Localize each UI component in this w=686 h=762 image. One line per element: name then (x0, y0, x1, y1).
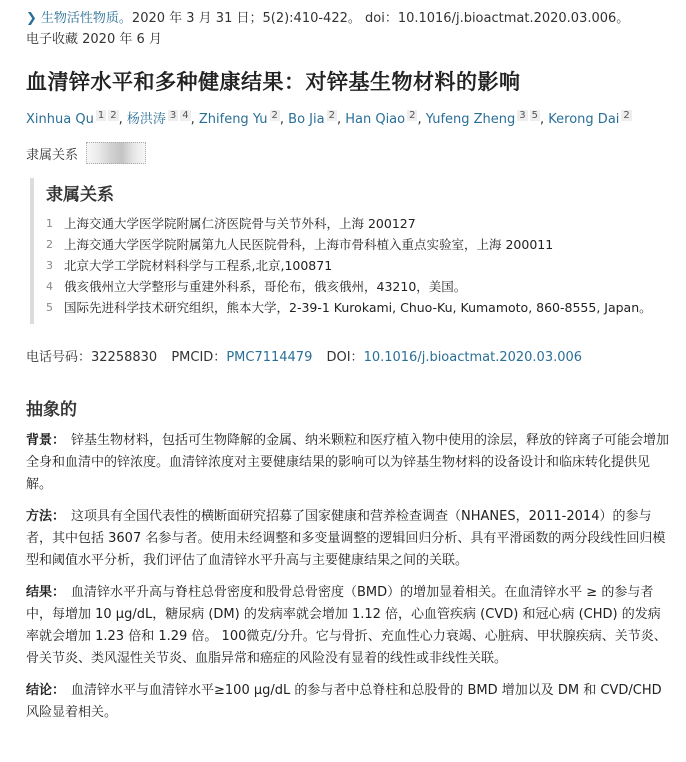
affiliation-number: 5 (46, 301, 53, 314)
citation-details: 2020 年 3 月 31 日；5(2):410-422。 doi：10.1016/j.bioactmat.2020.03.006。 (131, 11, 630, 26)
affiliation-item (46, 297, 670, 318)
aff-ref[interactable]: 2 (623, 110, 630, 121)
aff-ref[interactable]: 1 (97, 110, 105, 121)
affiliation-number: 2 (46, 238, 53, 251)
aff-ref[interactable]: 3 (519, 110, 526, 121)
affiliation-number: 3 (46, 259, 53, 272)
aff-ref[interactable]: 5 (531, 110, 539, 121)
pmid-value: 32258830 (91, 350, 158, 365)
abstract-methods (26, 506, 670, 572)
separator: , (417, 112, 426, 127)
affiliations-toggle[interactable] (26, 142, 670, 164)
abstract-background (26, 430, 670, 496)
affiliations-panel (30, 178, 670, 324)
aff-ref[interactable]: 2 (110, 110, 117, 121)
affiliation-item (46, 234, 670, 255)
doi-link[interactable]: 10.1016/j.bioactmat.2020.03.006 (363, 350, 583, 365)
aff-ref[interactable]: 2 (271, 110, 278, 121)
chevron-right-icon[interactable]: ❯ (26, 11, 37, 26)
article-identifiers (26, 346, 670, 365)
doi-label: DOI： (326, 350, 364, 365)
section-text: 血清锌水平与血清锌水平≥100 μg/dL 的参与者中总脊柱和总股骨的 BMD 增加以及 DM 和 CVD/CHD 风险显着相关。 (26, 683, 662, 720)
affiliations-toggle-label[interactable]: 隶属关系 (26, 147, 79, 163)
aff-ref[interactable]: 2 (409, 110, 416, 121)
affiliations-list (46, 213, 670, 318)
affiliation-text: 俄亥俄州立大学整形与重建外科系，哥伦布，俄亥俄州，43210，美国。 (64, 279, 467, 294)
section-text: 血清锌水平升高与脊柱总骨密度和股骨总骨密度（BMD）的增加显着相关。在血清锌水平 ≥ 的参与者中，每增加 10 μg/dL，糖尿病 (DM) 的发病率就会增加 1.12 倍，心血管疾病 (CVD) 和冠心病 (CHD) 的发病率就会增加 1.23 倍和 1.29 倍。 100微克/分升。它与骨折、充血性心力衰竭、心脏病、甲状腺疾病、关节炎、骨关节炎、类风湿性关节炎、血脂异常和癌症的风险没有显着的线性或非线性关联。 (26, 585, 667, 666)
article-title: 血清锌水平和多种健康结果：对锌基生物材料的影响 (26, 69, 521, 94)
section-label: 方法： (26, 509, 66, 524)
abstract-results (26, 582, 670, 670)
affiliation-number: 4 (46, 280, 53, 293)
section-text: 这项具有全国代表性的横断面研究招募了国家健康和营养检查调查（NHANES，2011-2014）的参与者，其中包括 3607 名参与者。使用未经调整和多变量调整的逻辑回归分析、具有平滑函数的两分段线性回归模型和阈值水平分析，我们评估了血清锌水平升高与主要健康结果之间的关联。 (26, 509, 666, 568)
section-text: 锌基生物材料，包括可生物降解的金属、纳米颗粒和医疗植入物中使用的涂层，释放的锌离子可能会增加全身和血清中的锌浓度。血清锌浓度对主要健康结果的影响可以为锌基生物材料的设备设计和临床转化提供见解。 (26, 433, 670, 492)
epub-date: 电子收藏 2020 年 6 月 (26, 32, 162, 47)
aff-ref[interactable]: 2 (328, 110, 335, 121)
pmcid-link[interactable]: PMC7114479 (226, 350, 313, 365)
pmid-label: 电话号码： (26, 350, 92, 365)
separator: , (540, 112, 549, 127)
affiliation-text: 上海交通大学医学院附属第九人民医院骨科，上海市骨科植入重点实验室，上海 200011 (64, 237, 554, 252)
author-link[interactable]: Xinhua Qu (26, 112, 94, 127)
author-link[interactable]: Zhifeng Yu (198, 112, 268, 127)
affiliations-heading: 隶属关系 (46, 185, 114, 205)
citation-line (26, 8, 670, 29)
section-label: 背景： (26, 433, 66, 448)
pmcid-label: PMCID： (171, 350, 227, 365)
affiliation-item (46, 255, 670, 276)
abstract-conclusions (26, 680, 670, 724)
author-link[interactable]: Han Qiao (345, 112, 406, 127)
aff-ref[interactable]: 3 (169, 110, 177, 121)
author-link[interactable]: 杨洪涛 (126, 112, 166, 127)
aff-ref[interactable]: 4 (182, 110, 189, 121)
author-link[interactable]: Kerong Dai (548, 112, 620, 127)
journal-link[interactable]: 生物活性物质。 (40, 11, 132, 26)
separator: , (336, 112, 346, 127)
separator: , (279, 112, 289, 127)
affiliation-text: 上海交通大学医学院附属仁济医院骨与关节外科，上海 200127 (64, 216, 416, 231)
separator: , (118, 112, 127, 127)
author-link[interactable]: Yufeng Zheng (425, 112, 516, 127)
author-list (26, 110, 670, 130)
affiliation-item (46, 213, 670, 234)
section-label: 结论： (26, 683, 66, 698)
abstract-heading: 抽象的 (26, 400, 77, 420)
affiliation-text: 国际先进科学技术研究组织，熊本大学，2-39-1 Kurokami, Chuo-Ku, Kumamoto, 860-8555, Japan。 (64, 300, 652, 315)
blurred-toggle-control[interactable] (86, 142, 146, 164)
separator: , (190, 112, 199, 127)
affiliation-item (46, 276, 670, 297)
affiliation-text: 北京大学工学院材料科学与工程系,北京,100871 (64, 258, 333, 273)
affiliation-number: 1 (46, 217, 53, 230)
author-link[interactable]: Bo Jia (288, 112, 325, 127)
section-label: 结果： (26, 585, 66, 600)
